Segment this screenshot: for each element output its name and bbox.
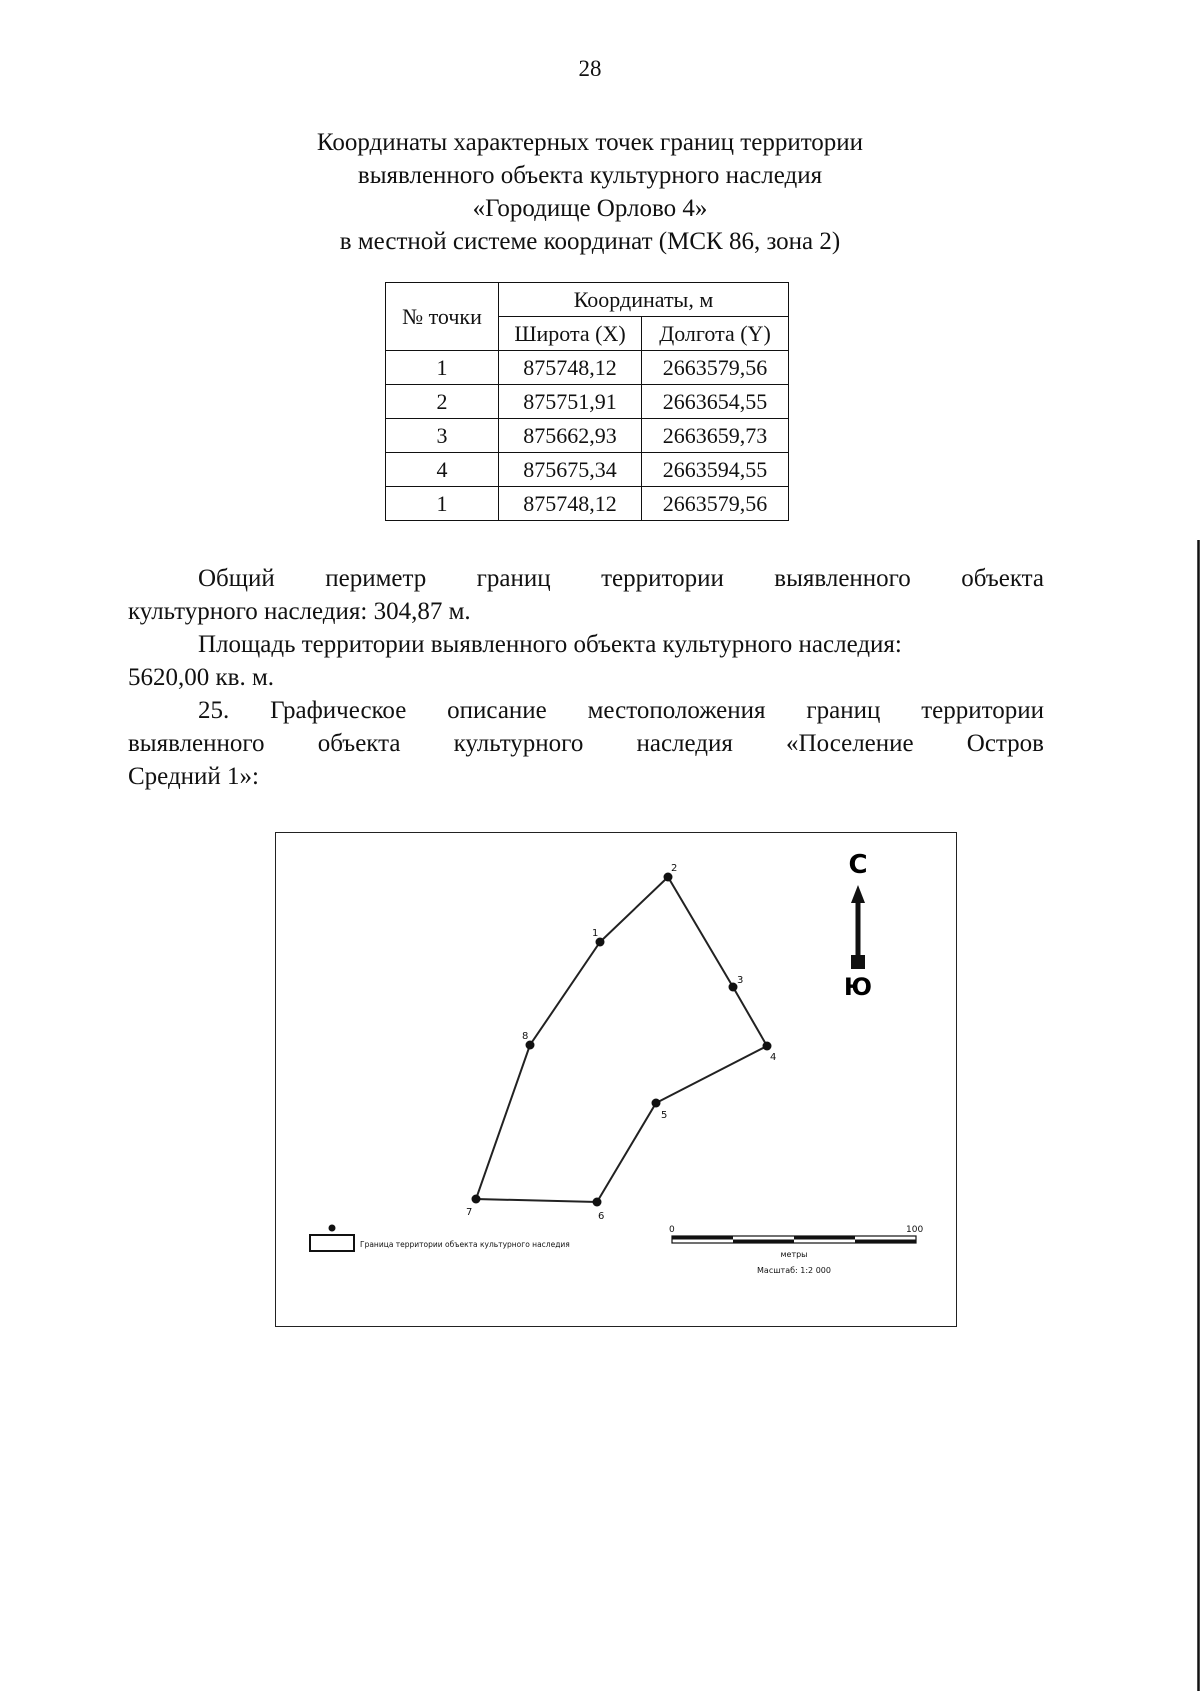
north-arrow-head <box>851 885 865 903</box>
table-header-row <box>386 283 789 317</box>
word: 25. <box>198 697 230 724</box>
boundary-polygon <box>476 877 767 1202</box>
cell-point: 1 <box>386 351 499 385</box>
perimeter-line-2: культурного наследия: 304,87 м. <box>128 598 471 625</box>
cell-x: 875751,91 <box>499 385 642 419</box>
north-arrow <box>844 850 872 1001</box>
word: периметр <box>325 565 427 592</box>
item-25-line-3: Средний 1»: <box>128 763 259 790</box>
table-row <box>386 453 789 487</box>
legend <box>310 1225 570 1252</box>
header-longitude: Долгота (Y) <box>642 317 789 351</box>
item-25-line-1 <box>128 694 1044 727</box>
cell-y: 2663659,73 <box>642 419 789 453</box>
word: «Поселение <box>786 730 914 757</box>
cell-point: 2 <box>386 385 499 419</box>
table-row <box>386 351 789 385</box>
cell-point: 1 <box>386 487 499 521</box>
word: территории <box>601 565 724 592</box>
item-25-line-2 <box>128 727 1044 760</box>
legend-point-icon <box>329 1225 336 1232</box>
scale-ratio: Масштаб: 1:2 000 <box>757 1266 831 1275</box>
point-label-2: 2 <box>671 863 678 874</box>
cell-x: 875675,34 <box>499 453 642 487</box>
word: объекта <box>317 730 401 757</box>
legend-swatch <box>310 1235 354 1251</box>
point-label-7: 7 <box>466 1207 473 1218</box>
item-25-paragraph <box>128 694 1044 793</box>
word: границ <box>806 697 881 724</box>
cell-point: 4 <box>386 453 499 487</box>
south-label: Ю <box>843 973 873 1001</box>
heading-line-4: в местной системе координат (МСК 86, зона 2) <box>339 228 841 255</box>
point-marker-5 <box>652 1099 661 1108</box>
header-point-number: № точки <box>386 283 499 351</box>
heading-line-3: «Городище Орлово 4» <box>472 195 708 222</box>
scale-units: метры <box>780 1250 808 1259</box>
heading <box>0 126 1180 258</box>
north-arrow-tail <box>851 955 865 969</box>
word: выявленного <box>774 565 911 592</box>
word: наследия <box>636 730 733 757</box>
area-line-2: 5620,00 кв. м. <box>128 664 275 691</box>
word: выявленного <box>128 730 265 757</box>
point-label-8: 8 <box>522 1031 529 1042</box>
heading-line-1: Координаты характерных точек границ территории <box>316 129 864 156</box>
word: границ <box>476 565 551 592</box>
point-label-5: 5 <box>661 1110 668 1121</box>
cell-y: 2663594,55 <box>642 453 789 487</box>
word: Общий <box>198 565 275 592</box>
point-label-1: 1 <box>592 928 599 939</box>
cell-point: 3 <box>386 419 499 453</box>
point-marker-4 <box>763 1042 772 1051</box>
word: Остров <box>966 730 1044 757</box>
cell-y: 2663579,56 <box>642 487 789 521</box>
perimeter-line-1 <box>128 562 1044 595</box>
scale-bar-segment <box>672 1236 733 1240</box>
word: описание <box>447 697 547 724</box>
scale-bar-segment <box>855 1240 916 1244</box>
heading-line-2: выявленного объекта культурного наследия <box>357 162 823 189</box>
north-label: С <box>848 850 868 880</box>
word: Графическое <box>270 697 407 724</box>
point-label-3: 3 <box>737 975 744 986</box>
point-marker-6 <box>593 1198 602 1207</box>
map-drawing <box>276 833 956 1326</box>
area-paragraph <box>128 628 1044 694</box>
point-label-4: 4 <box>770 1052 777 1063</box>
perimeter-paragraph <box>128 562 1044 628</box>
table-row <box>386 419 789 453</box>
scale-start-label: 0 <box>669 1225 675 1235</box>
cell-y: 2663579,56 <box>642 351 789 385</box>
cell-y: 2663654,55 <box>642 385 789 419</box>
table-row <box>386 385 789 419</box>
coordinates-table <box>385 282 789 521</box>
word: местоположения <box>587 697 766 724</box>
cell-x: 875748,12 <box>499 351 642 385</box>
cell-x: 875662,93 <box>499 419 642 453</box>
cell-x: 875748,12 <box>499 487 642 521</box>
word: территории <box>921 697 1044 724</box>
point-marker-7 <box>472 1195 481 1204</box>
boundary-map <box>275 832 957 1327</box>
scale-bar-segment <box>733 1240 794 1244</box>
area-line-1: Площадь территории выявленного объекта культурного наследия: <box>198 631 902 658</box>
point-label-6: 6 <box>598 1211 605 1222</box>
scale-end-label: 100 <box>906 1225 924 1235</box>
legend-text: Граница территории объекта культурного наследия <box>360 1240 570 1249</box>
word: культурного <box>453 730 584 757</box>
table-row <box>386 487 789 521</box>
word: объекта <box>961 565 1044 592</box>
page-number: 28 <box>578 56 602 81</box>
scale-bar-segment <box>794 1236 855 1240</box>
header-latitude: Широта (X) <box>499 317 642 351</box>
header-coordinates: Координаты, м <box>499 283 789 317</box>
scale-bar <box>669 1225 923 1275</box>
